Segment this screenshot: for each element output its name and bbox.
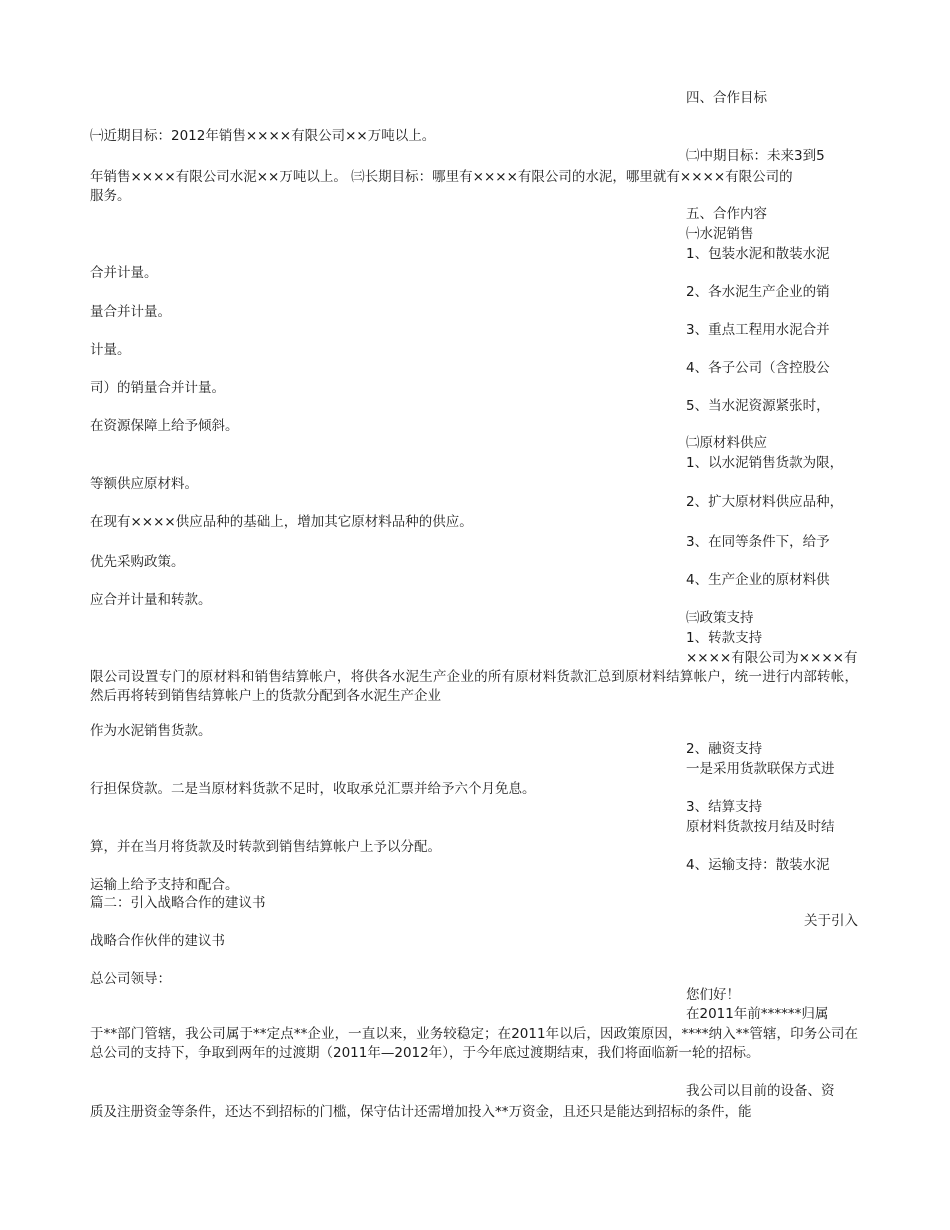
paragraph-block: 限公司设置专门的原材料和销售结算帐户，将供各水泥生产企业的所有原材料货款汇总到原材料结算帐户，统一进行内部转帐，然后再将转到销售结算帐户上的货款分配到各水泥生产企业 <box>90 669 858 704</box>
paragraph-line: 2、融资支持 <box>686 741 763 757</box>
paragraph-line: 优先采购政策。 <box>90 554 185 570</box>
paragraph-line: 4、生产企业的原材料供 <box>686 572 830 588</box>
subsection-heading: ㈡原材料供应 <box>686 435 767 451</box>
paragraph-line: 一是采用货款联保方式进 <box>686 761 835 777</box>
paragraph-line: 等额供应原材料。 <box>90 476 198 492</box>
paragraph-line: 1、转款支持 <box>686 630 763 646</box>
subsection-heading: ㈠水泥销售 <box>686 226 754 242</box>
paragraph-line: 2、扩大原材料供应品种， <box>686 494 844 510</box>
paragraph-line: 质及注册资金等条件，还达不到招标的门槛，保守估计还需增加投入**万资金，且还只是能达到招标的条件，能 <box>90 1104 752 1120</box>
paragraph-line: 行担保贷款。二是当原材料货款不足时，收取承兑汇票并给予六个月免息。 <box>90 781 536 797</box>
paragraph-line: 服务。 <box>90 188 131 204</box>
paragraph-line: 量合并计量。 <box>90 304 171 320</box>
paragraph-line: 年销售××××有限公司水泥××万吨以上。 ㈢长期目标：哪里有××××有限公司的水泥，哪里就有××××有限公司的 <box>90 169 793 185</box>
salutation: 总公司领导： <box>90 971 171 987</box>
paragraph-line: 1、包装水泥和散装水泥 <box>686 246 830 262</box>
paragraph-line: 我公司以目前的设备、资 <box>686 1083 835 1099</box>
paragraph-line: ㈡中期目标：未来3到5 <box>686 148 825 164</box>
article-heading: 篇二：引入战略合作的建议书 <box>90 895 266 911</box>
paragraph-line: 2、各水泥生产企业的销 <box>686 284 830 300</box>
paragraph-line: 算，并在当月将货款及时转款到销售结算帐户上予以分配。 <box>90 839 441 855</box>
paragraph-line: 合并计量。 <box>90 265 158 281</box>
paragraph-line: 原材料货款按月结及时结 <box>686 819 835 835</box>
greeting: 您们好！ <box>686 987 740 1003</box>
paragraph-line: 3、在同等条件下，给予 <box>686 534 830 550</box>
paragraph-line: 作为水泥销售货款。 <box>90 723 212 739</box>
paragraph-line: 在现有××××供应品种的基础上，增加其它原材料品种的供应。 <box>90 514 473 530</box>
paragraph-line: 4、运输支持：散装水泥 <box>686 857 830 873</box>
subsection-heading: ㈢政策支持 <box>686 610 754 626</box>
document-title-line: 关于引入 <box>804 913 858 929</box>
paragraph-line: 4、各子公司（含控股公 <box>686 360 830 376</box>
paragraph-line: 3、重点工程用水泥合并 <box>686 322 830 338</box>
paragraph-line: 计量。 <box>90 342 131 358</box>
section-heading: 五、合作内容 <box>686 206 767 222</box>
paragraph-line: 运输上给予支持和配合。 <box>90 877 239 893</box>
paragraph-block: 于**部门管辖，我公司属于**定点**企业，一直以来，业务较稳定；在2011年以后，因政策原因，****纳入**管辖，印务公司在总公司的支持下，争取到两年的过渡期（2011年—2012年），于今年底过渡期结束，我们将面临新一轮的招标。 <box>90 1026 858 1061</box>
document-title-line: 战略合作伙伴的建议书 <box>90 933 225 949</box>
paragraph-line: 5、当水泥资源紧张时， <box>686 398 830 414</box>
paragraph-line: 在资源保障上给予倾斜。 <box>90 418 239 434</box>
paragraph-line: 在2011年前******归属 <box>686 1006 829 1022</box>
paragraph-line: 3、结算支持 <box>686 799 763 815</box>
section-heading: 四、合作目标 <box>686 90 767 106</box>
paragraph-line: ㈠近期目标：2012年销售××××有限公司××万吨以上。 <box>90 128 436 144</box>
paragraph-line: 应合并计量和转款。 <box>90 592 212 608</box>
paragraph-line: 司）的销量合并计量。 <box>90 380 225 396</box>
paragraph-line: ××××有限公司为××××有 <box>686 650 858 666</box>
paragraph-line: 1、以水泥销售货款为限， <box>686 455 844 471</box>
